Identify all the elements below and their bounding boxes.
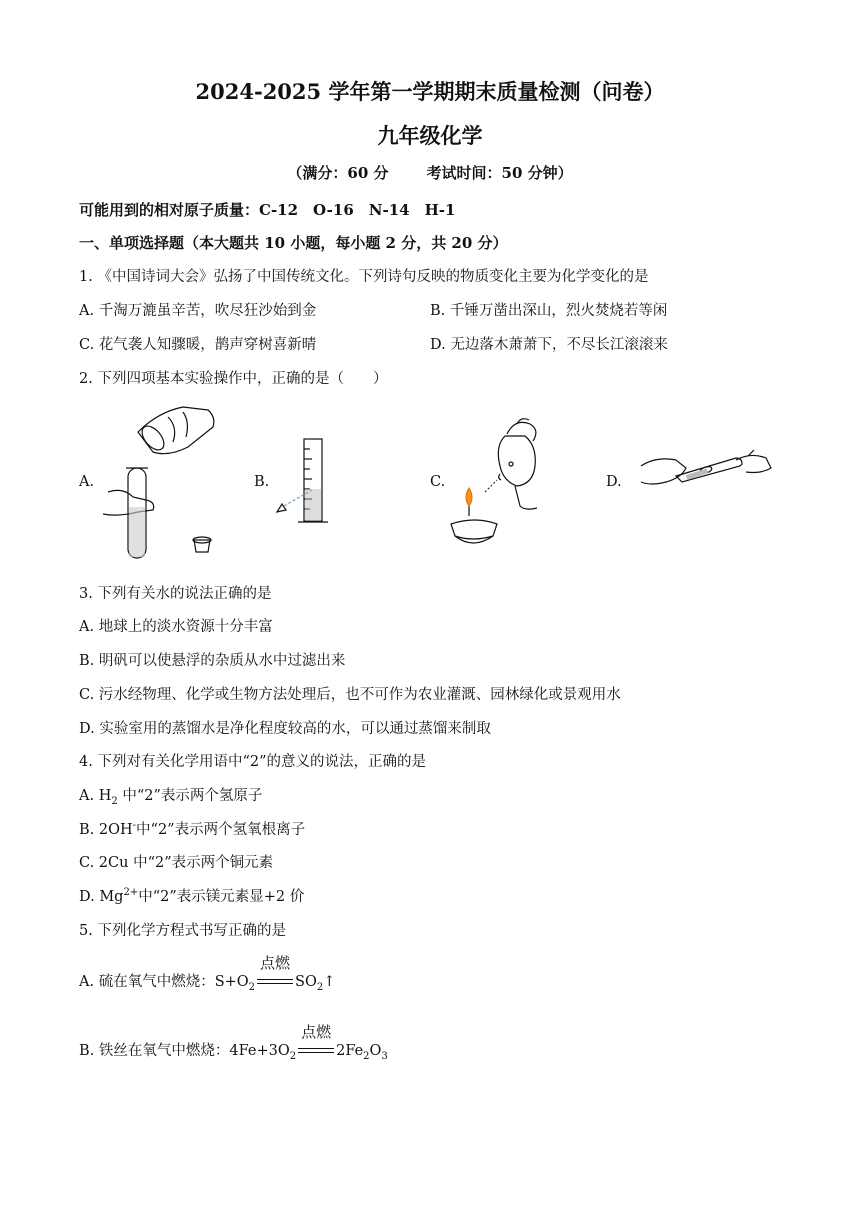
question-1-option-d: D. 无边落木萧萧下，不尽长江滚滚来: [430, 337, 668, 353]
question-5-option-b: B. 铁丝在氧气中燃烧：$4Fe+3O_2$ 点燃 $2Fe_2O_3$: [79, 1023, 388, 1062]
exam-subtitle: 九年级化学: [377, 123, 483, 148]
question-3-stem: 3. 下列有关水的说法正确的是: [79, 586, 272, 602]
question-3-option-b: B. 明矾可以使悬浮的杂质从水中过滤出来: [79, 653, 346, 669]
question-2-option-d-label: D.: [606, 474, 622, 490]
question-4-option-a: A. $H_2$ 中“2”表示两个氢原子: [79, 788, 263, 807]
test-tube-holding-figure: [636, 446, 776, 494]
exam-title: 2024-2025 学年第一学期期末质量检测（问卷）: [195, 79, 665, 104]
question-4-stem: 4. 下列对有关化学用语中“2”的意义的说法，正确的是: [79, 754, 426, 770]
question-3-option-a: A. 地球上的淡水资源十分丰富: [79, 619, 273, 635]
question-1-option-b: B. 千锤万凿出深山，烈火焚烧若等闲: [430, 303, 668, 319]
full-score: （满分：60 分: [287, 164, 389, 182]
question-1-option-a: A. 千淘万漉虽辛苦，吹尽狂沙始到金: [79, 303, 317, 319]
exam-info: [0, 162, 860, 183]
question-2-option-c-label: C.: [430, 474, 446, 490]
question-2-option-b-label: B.: [254, 474, 270, 490]
question-1-option-c: C. 花气袭人知骤暖，鹊声穿树喜新晴: [79, 337, 317, 353]
question-3-option-d: D. 实验室用的蒸馏水是净化程度较高的水，可以通过蒸馏来制取: [79, 721, 491, 737]
reaction-condition-arrow: 点燃: [298, 1043, 334, 1059]
question-2-stem: 2. 下列四项基本实验操作中，正确的是（ ）: [79, 371, 388, 387]
question-1-stem: 1. 《中国诗词大会》弘扬了中国传统文化。下列诗句反映的物质变化主要为化学变化的是: [79, 269, 649, 285]
question-4-option-c: C. 2Cu 中“2”表示两个铜元素: [79, 855, 274, 871]
pouring-liquid-figure: [98, 402, 228, 562]
graduated-cylinder-figure: [272, 434, 332, 529]
question-4-option-b: B. 2OH-中“2”表示两个氢氧根离子: [79, 820, 306, 838]
reaction-condition-arrow: 点燃: [257, 974, 293, 990]
question-2-option-a-label: A.: [79, 474, 95, 490]
section-heading: 一、单项选择题（本大题共 10 小题，每小题 2 分，共 20 分）: [79, 234, 508, 252]
question-5-stem: 5. 下列化学方程式书写正确的是: [79, 923, 286, 939]
question-5-option-a: A. 硫在氧气中燃烧：$S+O_2$ 点燃 $SO_2↑$: [79, 954, 336, 993]
question-4-option-d: D. $Mg^{2+}$中“2”表示镁元素显+2 价: [79, 887, 305, 905]
alcohol-lamp-figure: [445, 416, 545, 548]
exam-time: 考试时间：50 分钟）: [426, 164, 573, 182]
question-3-option-c: C. 污水经物理、化学或生物方法处理后，也不可作为农业灌溉、园林绿化或景观用水: [79, 687, 621, 703]
atomic-masses: 可能用到的相对原子质量：C-12 O-16 N-14 H-1: [79, 201, 456, 219]
